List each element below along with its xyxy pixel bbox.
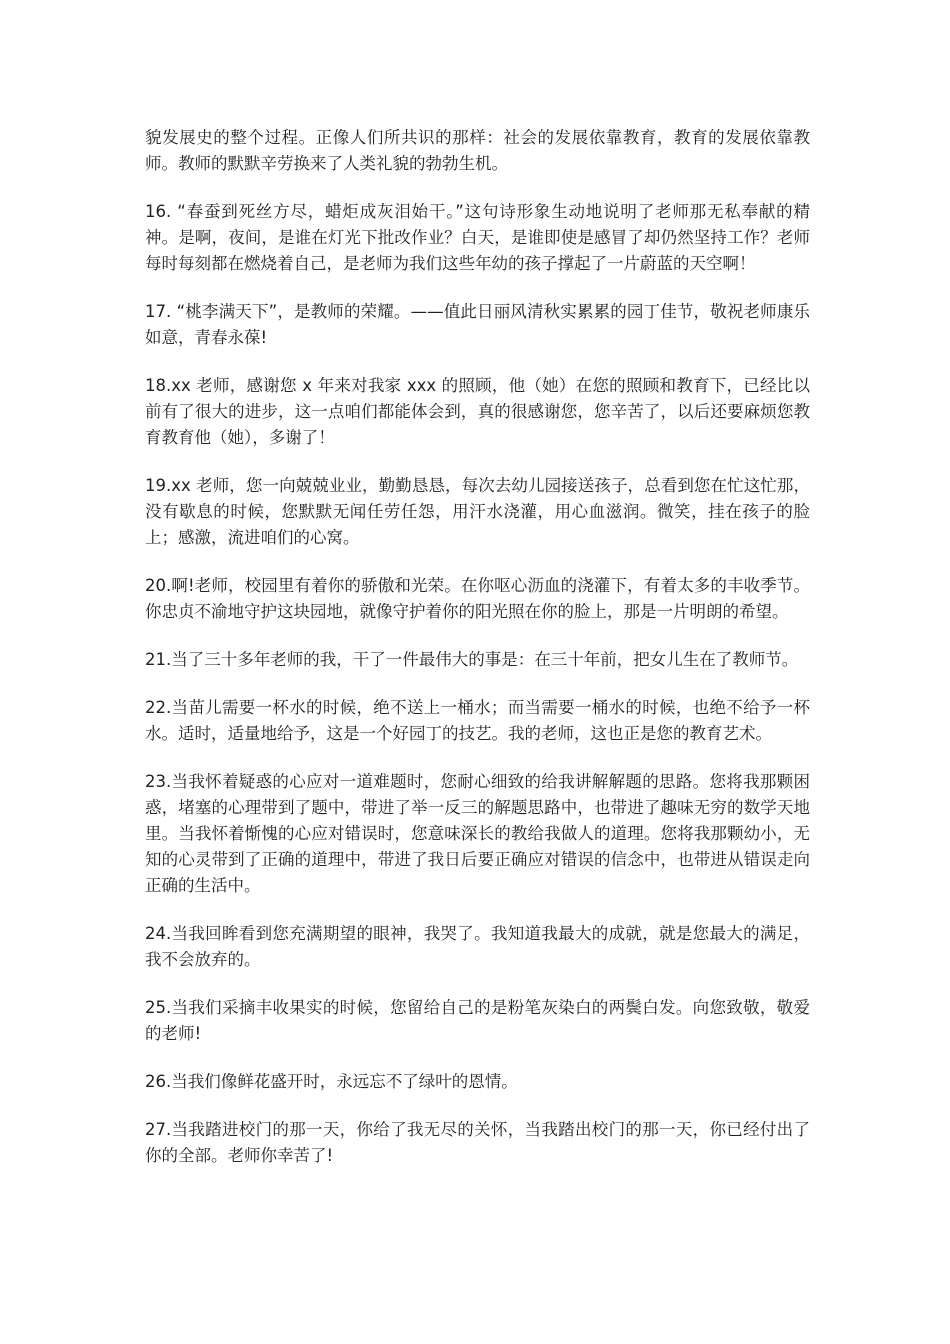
paragraph-24: 24.当我回眸看到您充满期望的眼神，我哭了。我知道我最大的成就，就是您最大的满足，我不会放弃的。 <box>145 924 810 969</box>
paragraph-25: 25.当我们采摘丰收果实的时候，您留给自己的是粉笔灰染白的两鬓白发。向您致敬，敬爱的老师! <box>145 998 810 1043</box>
paragraph-continuation: 貌发展史的整个过程。正像人们所共识的那样：社会的发展依靠教育，教育的发展依靠教师。教师的默默辛劳换来了人类礼貌的勃勃生机。 <box>145 128 810 173</box>
paragraph-19: 19.xx 老师，您一向兢兢业业，勤勤恳恳，每次去幼儿园接送孩子，总看到您在忙这忙那，没有歇息的时候，您默默无闻任劳任怨，用汗水浇灌，用心血滋润。微笑，挂在孩子的脸上；感激，流进咱们的心窝。 <box>145 476 810 547</box>
paragraph-27: 27.当我踏进校门的那一天，你给了我无尽的关怀，当我踏出校门的那一天，你已经付出了你的全部。老师你幸苦了! <box>145 1120 810 1165</box>
paragraph-16: 16. “春蚕到死丝方尽，蜡炬成灰泪始干。”这句诗形象生动地说明了老师那无私奉献的精神。是啊，夜间，是谁在灯光下批改作业？白天，是谁即使是感冒了却仍然坚持工作？老师每时每刻都在燃烧着自己，是老师为我们这些年幼的孩子撑起了一片蔚蓝的天空啊！ <box>145 202 810 273</box>
paragraph-26: 26.当我们像鲜花盛开时，永远忘不了绿叶的恩情。 <box>145 1072 518 1091</box>
paragraph-18: 18.xx 老师，感谢您 x 年来对我家 xxx 的照顾，他（她）在您的照顾和教育下，已经比以前有了很大的进步，这一点咱们都能体会到，真的很感谢您，您辛苦了，以后还要麻烦您教育教育他（她），多谢了！ <box>145 376 810 447</box>
paragraph-21: 21.当了三十多年老师的我，干了一件最伟大的事是：在三十年前，把女儿生在了教师节。 <box>145 650 799 669</box>
paragraph-20: 20.啊!老师，校园里有着你的骄傲和光荣。在你呕心沥血的浇灌下，有着太多的丰收季节。你忠贞不渝地守护这块园地，就像守护着你的阳光照在你的脸上，那是一片明朗的希望。 <box>145 576 810 621</box>
paragraph-22: 22.当苗儿需要一杯水的时候，绝不送上一桶水；而当需要一桶水的时候，也绝不给予一杯水。适时，适量地给予，这是一个好园丁的技艺。我的老师，这也正是您的教育艺术。 <box>145 698 810 743</box>
paragraph-23: 23.当我怀着疑惑的心应对一道难题时，您耐心细致的给我讲解解题的思路。您将我那颗困惑，堵塞的心理带到了题中，带进了举一反三的解题思路中，也带进了趣味无穷的数学天地里。当我怀着惭愧的心应对错误时，您意味深长的教给我做人的道理。您将我那颗幼小，无知的心灵带到了正确的道理中，带进了我日后要正确应对错误的信念中，也带进从错误走向正确的生活中。 <box>145 772 810 895</box>
document-body <box>145 125 810 1191</box>
paragraph-17: 17. “桃李满天下”，是教师的荣耀。——值此日丽风清秋实累累的园丁佳节，敬祝老师康乐如意，青春永葆! <box>145 302 810 347</box>
